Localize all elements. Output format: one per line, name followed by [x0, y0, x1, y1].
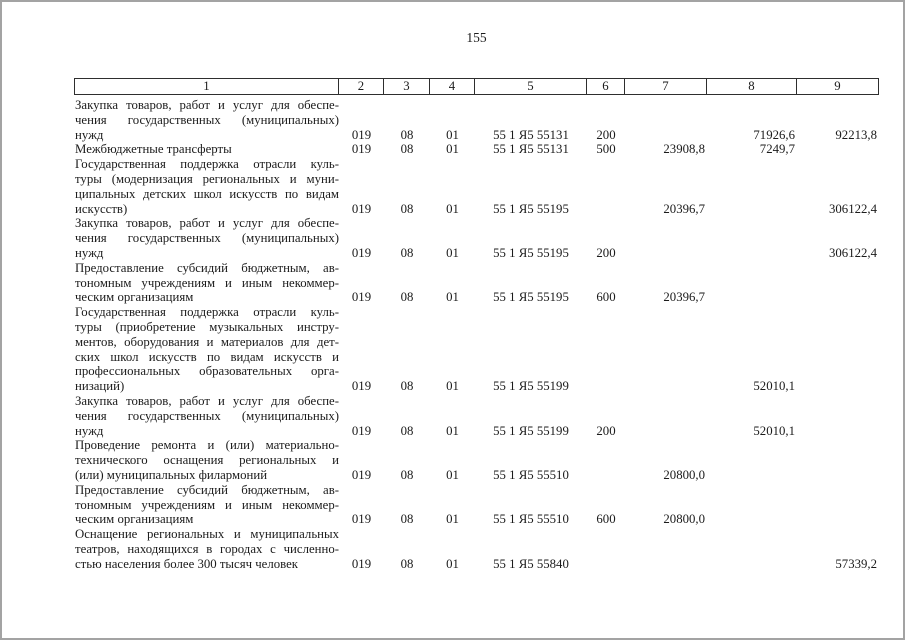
description-line: Оснащение региональных и муниципальных [75, 527, 339, 542]
value-cell-col8: 71926,6 [753, 127, 795, 142]
value-cell-col3: 08 [400, 201, 414, 216]
value-cell-col3: 08 [400, 423, 414, 438]
description-cell [74, 98, 339, 142]
value-cell-col5: 55 1 Я5 55195 [493, 245, 569, 260]
description-cell [74, 142, 339, 157]
table-row [74, 261, 879, 305]
table-body [74, 98, 879, 572]
value-cell-col4: 01 [446, 245, 459, 260]
value-cell-col6: 200 [596, 423, 616, 438]
value-cell-col6: 200 [596, 245, 616, 260]
value-cell-col5: 55 1 Я5 55195 [493, 201, 569, 216]
value-cell-col5: 55 1 Я5 55195 [493, 290, 569, 305]
value-cell-col3: 08 [400, 512, 414, 527]
value-cell-col6: 500 [596, 142, 616, 157]
description-line: Закупка товаров, работ и услуг для обеспе- [75, 216, 339, 231]
value-cell-col2: 019 [351, 379, 372, 394]
value-cell-col8: 52010,1 [753, 423, 795, 438]
description-cell [74, 157, 339, 216]
value-cell-col3: 08 [400, 467, 414, 482]
description-line: ских школ искусств по видам искусств и [75, 349, 339, 364]
value-cell-col6: 600 [596, 512, 616, 527]
header-cell-8: 8 [707, 78, 797, 95]
description-line: тономным учреждениям и иным некоммер- [75, 497, 339, 512]
value-cell-col4: 01 [446, 423, 459, 438]
value-cell-col5: 55 1 Я5 55199 [493, 423, 569, 438]
table-row [74, 142, 879, 157]
table-row [74, 394, 879, 438]
description-line: чения государственных (муниципальных) [75, 231, 339, 246]
description-line: тономным учреждениям и иным некоммер- [75, 275, 339, 290]
page-number: 155 [466, 30, 487, 45]
header-cell-3: 3 [384, 78, 430, 95]
value-cell-col9: 57339,2 [835, 556, 877, 571]
value-cell-col4: 01 [446, 467, 459, 482]
value-cell-col2: 019 [351, 423, 372, 438]
header-cell-7: 7 [625, 78, 707, 95]
table-row [74, 527, 879, 571]
description-line: Закупка товаров, работ и услуг для обеспе- [75, 98, 339, 112]
value-cell-col6: 200 [596, 127, 616, 142]
value-cell-col7: 20396,7 [663, 201, 705, 216]
value-cell-col5: 55 1 Я5 55840 [493, 556, 569, 571]
description-line: Государственная поддержка отрасли куль- [75, 305, 339, 320]
table-row [74, 157, 879, 216]
value-cell-col9: 92213,8 [835, 127, 877, 142]
value-cell-col3: 08 [400, 142, 414, 157]
description-line: туры (приобретение музыкальных инстру- [75, 319, 339, 334]
description-cell [74, 483, 339, 527]
value-cell-col2: 019 [351, 245, 372, 260]
value-cell-col5: 55 1 Я5 55510 [493, 467, 569, 482]
description-line: театров, находящихся в городах с численно- [75, 541, 339, 556]
description-cell [74, 394, 339, 438]
value-cell-col3: 08 [400, 556, 414, 571]
description-cell [74, 216, 339, 260]
description-line: нужд [75, 423, 104, 438]
table-row [74, 483, 879, 527]
description-cell [74, 438, 339, 482]
description-line: Предоставление субсидий бюджетным, ав- [75, 482, 339, 497]
table-row [74, 216, 879, 260]
header-cell-2: 2 [339, 78, 384, 95]
value-cell-col2: 019 [351, 127, 372, 142]
value-cell-col7: 20800,0 [663, 467, 705, 482]
value-cell-col7: 20800,0 [663, 512, 705, 527]
description-line: низаций) [75, 379, 125, 394]
value-cell-col2: 019 [351, 512, 372, 527]
description-line: чения государственных (муниципальных) [75, 112, 339, 127]
value-cell-col2: 019 [351, 467, 372, 482]
table-row [74, 305, 879, 394]
description-cell [74, 305, 339, 394]
table-header-row [74, 78, 879, 95]
value-cell-col8: 7249,7 [759, 142, 795, 157]
value-cell-col5: 55 1 Я5 55199 [493, 379, 569, 394]
description-line: Предоставление субсидий бюджетным, ав- [75, 260, 339, 275]
description-line: ческим организациям [75, 290, 194, 305]
header-cell-5: 5 [475, 78, 587, 95]
value-cell-col4: 01 [446, 379, 459, 394]
value-cell-col2: 019 [351, 142, 372, 157]
value-cell-col4: 01 [446, 142, 459, 157]
header-cell-4: 4 [430, 78, 475, 95]
description-line: технического оснащения региональных и [75, 453, 339, 468]
value-cell-col6: 600 [596, 290, 616, 305]
description-line: чения государственных (муниципальных) [75, 408, 339, 423]
description-line: нужд [75, 245, 104, 260]
value-cell-col7: 20396,7 [663, 290, 705, 305]
description-line: нужд [75, 127, 104, 142]
value-cell-col7: 23908,8 [663, 142, 705, 157]
description-line: Проведение ремонта и (или) материально- [75, 438, 339, 453]
description-line: Закупка товаров, работ и услуг для обеспе- [75, 393, 339, 408]
description-line: туры (модернизация региональных и муни- [75, 171, 339, 186]
description-line: ческим организациям [75, 512, 194, 527]
value-cell-col2: 019 [351, 290, 372, 305]
value-cell-col5: 55 1 Я5 55510 [493, 512, 569, 527]
description-line: профессиональных образовательных орга- [75, 364, 339, 379]
budget-table [74, 78, 879, 572]
value-cell-col3: 08 [400, 245, 414, 260]
description-cell [74, 261, 339, 305]
table-row [74, 438, 879, 482]
value-cell-col5: 55 1 Я5 55131 [493, 142, 569, 157]
value-cell-col4: 01 [446, 556, 459, 571]
description-cell [74, 527, 339, 571]
description-line: ципальных детских школ искусств по видам [75, 186, 339, 201]
value-cell-col5: 55 1 Я5 55131 [493, 127, 569, 142]
header-cell-1: 1 [74, 78, 339, 95]
description-line: (или) муниципальных филармоний [75, 467, 268, 482]
value-cell-col9: 306122,4 [829, 245, 877, 260]
description-line: стью населения более 300 тысяч человек [75, 556, 298, 571]
value-cell-col2: 019 [351, 556, 372, 571]
description-line: ментов, оборудования и материалов для дет- [75, 334, 339, 349]
value-cell-col4: 01 [446, 290, 459, 305]
value-cell-col3: 08 [400, 290, 414, 305]
description-line: Межбюджетные трансферты [75, 142, 232, 157]
description-line: Государственная поддержка отрасли куль- [75, 157, 339, 172]
description-line: искусств) [75, 201, 128, 216]
value-cell-col4: 01 [446, 127, 459, 142]
header-cell-9: 9 [797, 78, 879, 95]
value-cell-col8: 52010,1 [753, 379, 795, 394]
value-cell-col3: 08 [400, 127, 414, 142]
table-row [74, 98, 879, 142]
value-cell-col2: 019 [351, 201, 372, 216]
value-cell-col4: 01 [446, 512, 459, 527]
value-cell-col3: 08 [400, 379, 414, 394]
value-cell-col9: 306122,4 [829, 201, 877, 216]
header-cell-6: 6 [587, 78, 625, 95]
value-cell-col4: 01 [446, 201, 459, 216]
